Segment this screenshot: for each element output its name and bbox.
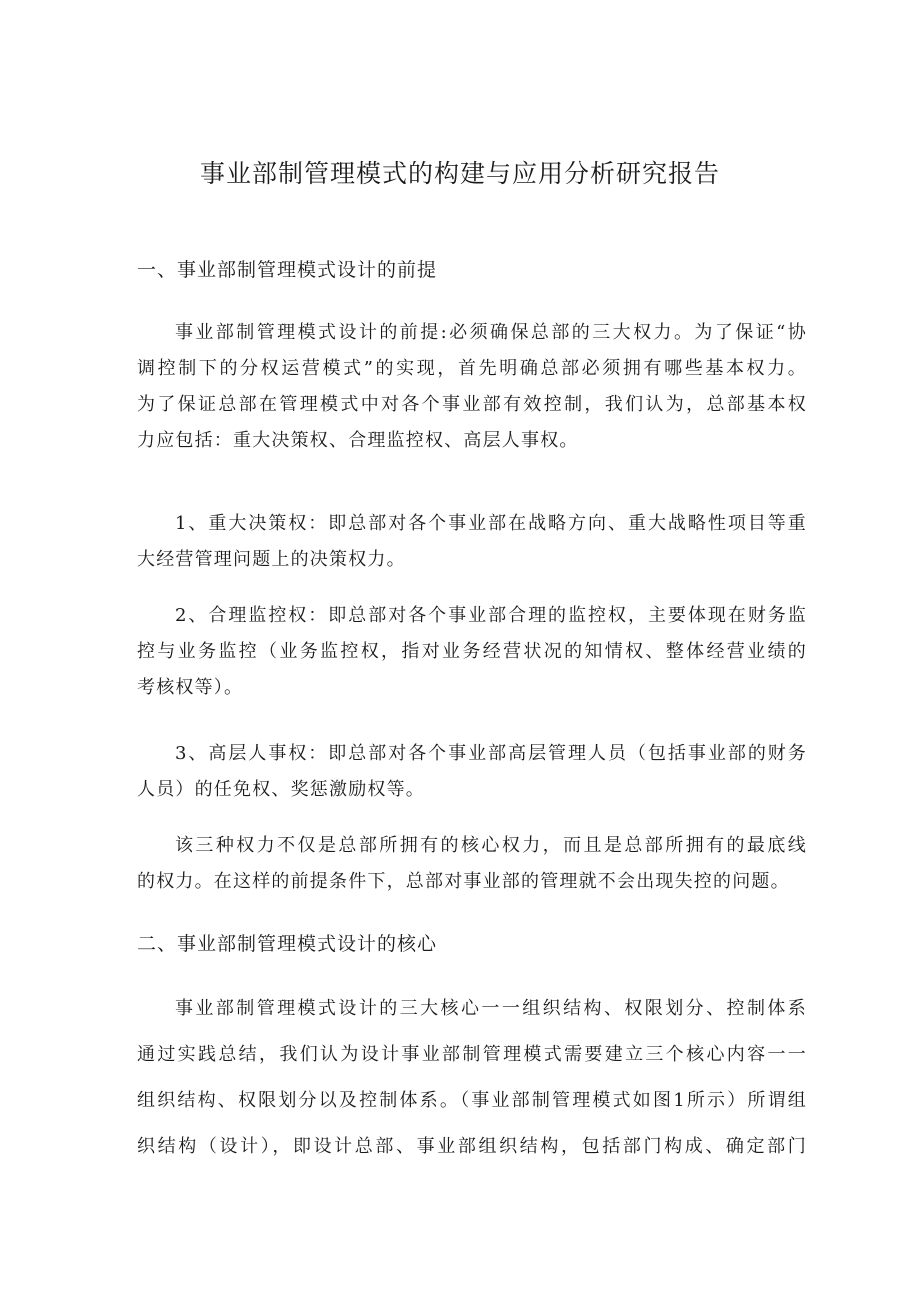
- text-line: 大经营管理问题上的决策权力。: [137, 549, 406, 570]
- paragraph-bottom-line: [137, 828, 807, 900]
- text-line: 人员）的任免权、奖惩激励权等。: [137, 779, 425, 800]
- text-line: 事业部制管理模式设计的三大核心一一组织结构、权限划分、控制体系: [175, 998, 807, 1019]
- text-line: 该三种权力不仅是总部所拥有的核心权力，而且是总部所拥有的最底线: [175, 835, 807, 856]
- section-heading-1: 一、事业部制管理模式设计的前提: [137, 259, 438, 281]
- paragraph-decision-power: [137, 506, 807, 578]
- section-heading-2: 二、事业部制管理模式设计的核心: [137, 933, 438, 955]
- text-line: 组织结构、权限划分以及控制体系。（事业部制管理模式如图1所示）所谓组: [137, 1090, 807, 1111]
- text-line: 1、重大决策权：即总部对各个事业部在战略方向、重大战略性项目等重: [175, 513, 807, 534]
- paragraph-monitoring-power: [137, 598, 807, 706]
- text-line: 事业部制管理模式设计的前提:必须确保总部的三大权力。为了保证“协: [175, 322, 807, 343]
- text-line: 考核权等）。: [137, 677, 244, 698]
- text-line: 调控制下的分权运营模式”的实现，首先明确总部必须拥有哪些基本权力。: [137, 358, 807, 379]
- paragraph-personnel-power: [137, 736, 807, 808]
- paragraph-core: [137, 991, 807, 1175]
- text-line: 控与业务监控（业务监控权，指对业务经营状况的知情权、整体经营业绩的: [137, 641, 807, 662]
- text-line: 的权力。在这样的前提条件下，总部对事业部的管理就不会出现失控的问题。: [137, 871, 790, 892]
- text-line: 为了保证总部在管理模式中对各个事业部有效控制，我们认为，总部基本权: [137, 394, 807, 415]
- text-line: 力应包括：重大决策权、合理监控权、高层人事权。: [137, 430, 579, 451]
- text-line: 2、合理监控权：即总部对各个事业部合理的监控权，主要体现在财务监: [175, 605, 807, 626]
- document-title: 事业部制管理模式的构建与应用分析研究报告: [199, 159, 720, 188]
- text-line: 织结构（设计），即设计总部、事业部组织结构，包括部门构成、确定部门: [137, 1136, 807, 1157]
- paragraph-premise: [137, 315, 807, 459]
- text-line: 3、高层人事权：即总部对各个事业部高层管理人员（包括事业部的财务: [175, 743, 807, 764]
- text-line: 通过实践总结，我们认为设计事业部制管理模式需要建立三个核心内容一一: [137, 1044, 807, 1065]
